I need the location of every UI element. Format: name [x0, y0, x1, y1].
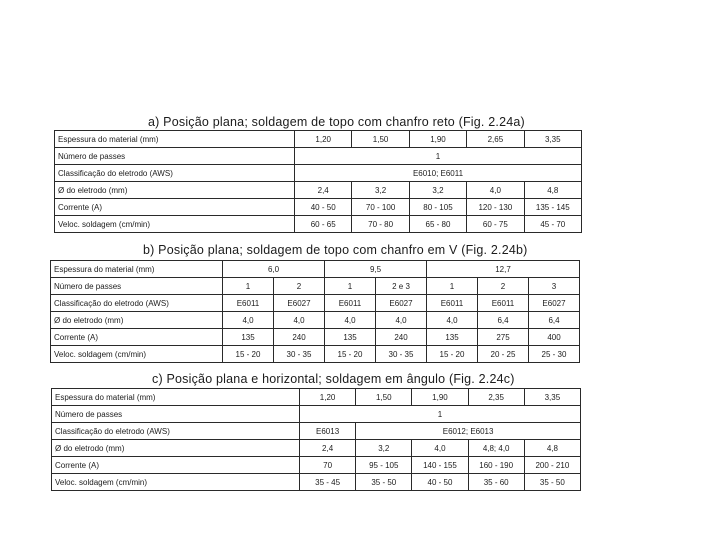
- table-c: [51, 388, 581, 491]
- table-cell: 4,0: [467, 182, 524, 199]
- table-cell: E6027: [274, 295, 325, 312]
- table-cell: 3,2: [409, 182, 466, 199]
- table-cell: E6010; E6011: [295, 165, 582, 182]
- table-cell: 12,7: [427, 261, 580, 278]
- table-row: [55, 216, 582, 233]
- row-label: Ø do eletrodo (mm): [55, 182, 295, 199]
- table-cell: E6011: [478, 295, 529, 312]
- table-cell: 2,35: [468, 389, 524, 406]
- table-cell: E6013: [300, 423, 356, 440]
- section-b-caption: b) Posição plana; soldagem de topo com chanfro em V (Fig. 2.24b): [143, 243, 528, 257]
- table-cell: 95 - 105: [356, 457, 412, 474]
- table-cell: 4,0: [325, 312, 376, 329]
- table-cell: 140 - 155: [412, 457, 468, 474]
- table-cell: 240: [376, 329, 427, 346]
- table-cell: 45 - 70: [524, 216, 581, 233]
- table-cell: 2,65: [467, 131, 524, 148]
- row-label: Espessura do material (mm): [52, 389, 300, 406]
- table-cell: 1,20: [295, 131, 352, 148]
- table-cell: 1: [223, 278, 274, 295]
- table-cell: 80 - 105: [409, 199, 466, 216]
- table-cell: 135: [427, 329, 478, 346]
- table-cell: 4,0: [412, 440, 468, 457]
- table-cell: 6,4: [529, 312, 580, 329]
- table-cell: 1,90: [412, 389, 468, 406]
- table-row: [51, 278, 580, 295]
- table-cell: 240: [274, 329, 325, 346]
- table-cell: 135: [223, 329, 274, 346]
- table-row: [52, 423, 581, 440]
- table-cell: 135 - 145: [524, 199, 581, 216]
- table-cell: 15 - 20: [427, 346, 478, 363]
- table-cell: 35 - 50: [356, 474, 412, 491]
- table-cell: 160 - 190: [468, 457, 524, 474]
- table-cell: 1,50: [356, 389, 412, 406]
- table-cell: 15 - 20: [223, 346, 274, 363]
- table-row: [51, 329, 580, 346]
- table-row: [52, 440, 581, 457]
- table-cell: 4,0: [274, 312, 325, 329]
- table-row: [55, 182, 582, 199]
- table-cell: 15 - 20: [325, 346, 376, 363]
- row-label: Espessura do material (mm): [51, 261, 223, 278]
- table-cell: E6027: [376, 295, 427, 312]
- table-cell: E6011: [427, 295, 478, 312]
- table-cell: 35 - 45: [300, 474, 356, 491]
- table-cell: 30 - 35: [274, 346, 325, 363]
- table-cell: 70 - 100: [352, 199, 409, 216]
- table-cell: 3,35: [524, 389, 580, 406]
- table-cell: 70 - 80: [352, 216, 409, 233]
- table-cell: 25 - 30: [529, 346, 580, 363]
- table-cell: 1,90: [409, 131, 466, 148]
- row-label: Veloc. soldagem (cm/min): [52, 474, 300, 491]
- table-cell: 9,5: [325, 261, 427, 278]
- table-cell: 400: [529, 329, 580, 346]
- table-cell: 6,0: [223, 261, 325, 278]
- table-cell: 30 - 35: [376, 346, 427, 363]
- table-cell: 40 - 50: [295, 199, 352, 216]
- table-cell: 4,0: [223, 312, 274, 329]
- table-cell: 40 - 50: [412, 474, 468, 491]
- table-row: [52, 389, 581, 406]
- table-cell: 70: [300, 457, 356, 474]
- row-label: Veloc. soldagem (cm/min): [55, 216, 295, 233]
- table-a: [54, 130, 582, 233]
- table-cell: 4,8: [524, 182, 581, 199]
- section-c-caption: c) Posição plana e horizontal; soldagem em ângulo (Fig. 2.24c): [152, 372, 515, 386]
- row-label: Espessura do material (mm): [55, 131, 295, 148]
- table-cell: 200 - 210: [524, 457, 580, 474]
- section-a-caption: a) Posição plana; soldagem de topo com chanfro reto (Fig. 2.24a): [148, 115, 525, 129]
- table-cell: 3: [529, 278, 580, 295]
- table-cell: E6011: [223, 295, 274, 312]
- table-cell: E6012; E6013: [356, 423, 581, 440]
- table-cell: 60 - 65: [295, 216, 352, 233]
- table-cell: 120 - 130: [467, 199, 524, 216]
- table-cell: 1: [300, 406, 581, 423]
- table-cell: 35 - 50: [524, 474, 580, 491]
- table-cell: 4,8; 4,0: [468, 440, 524, 457]
- table-row: [51, 346, 580, 363]
- table-row: [55, 199, 582, 216]
- row-label: Ø do eletrodo (mm): [51, 312, 223, 329]
- table-cell: 3,2: [356, 440, 412, 457]
- table-cell: 3,35: [524, 131, 581, 148]
- table-cell: 20 - 25: [478, 346, 529, 363]
- table-row: [51, 295, 580, 312]
- table-cell: 4,0: [376, 312, 427, 329]
- table-row: [51, 261, 580, 278]
- table-cell: E6027: [529, 295, 580, 312]
- table-row: [52, 474, 581, 491]
- table-cell: 6,4: [478, 312, 529, 329]
- table-cell: 275: [478, 329, 529, 346]
- row-label: Classificação do eletrodo (AWS): [55, 165, 295, 182]
- table-cell: 2: [274, 278, 325, 295]
- table-row: [52, 406, 581, 423]
- row-label: Classificação do eletrodo (AWS): [52, 423, 300, 440]
- row-label: Corrente (A): [51, 329, 223, 346]
- row-label: Corrente (A): [55, 199, 295, 216]
- table-row: [51, 312, 580, 329]
- table-cell: 2,4: [295, 182, 352, 199]
- row-label: Corrente (A): [52, 457, 300, 474]
- table-b: [50, 260, 580, 363]
- table-row: [55, 148, 582, 165]
- table-cell: 1,50: [352, 131, 409, 148]
- row-label: Número de passes: [55, 148, 295, 165]
- table-cell: 1: [427, 278, 478, 295]
- table-row: [55, 131, 582, 148]
- row-label: Ø do eletrodo (mm): [52, 440, 300, 457]
- table-cell: 4,8: [524, 440, 580, 457]
- table-cell: 1,20: [300, 389, 356, 406]
- table-cell: 2: [478, 278, 529, 295]
- table-cell: 1: [295, 148, 582, 165]
- table-cell: 1: [325, 278, 376, 295]
- table-cell: 60 - 75: [467, 216, 524, 233]
- table-cell: 65 - 80: [409, 216, 466, 233]
- row-label: Classificação do eletrodo (AWS): [51, 295, 223, 312]
- table-cell: 3,2: [352, 182, 409, 199]
- table-cell: 35 - 60: [468, 474, 524, 491]
- row-label: Veloc. soldagem (cm/min): [51, 346, 223, 363]
- table-row: [52, 457, 581, 474]
- table-cell: 2 e 3: [376, 278, 427, 295]
- table-cell: 2,4: [300, 440, 356, 457]
- row-label: Número de passes: [51, 278, 223, 295]
- table-row: [55, 165, 582, 182]
- row-label: Número de passes: [52, 406, 300, 423]
- table-cell: 4,0: [427, 312, 478, 329]
- table-cell: 135: [325, 329, 376, 346]
- table-cell: E6011: [325, 295, 376, 312]
